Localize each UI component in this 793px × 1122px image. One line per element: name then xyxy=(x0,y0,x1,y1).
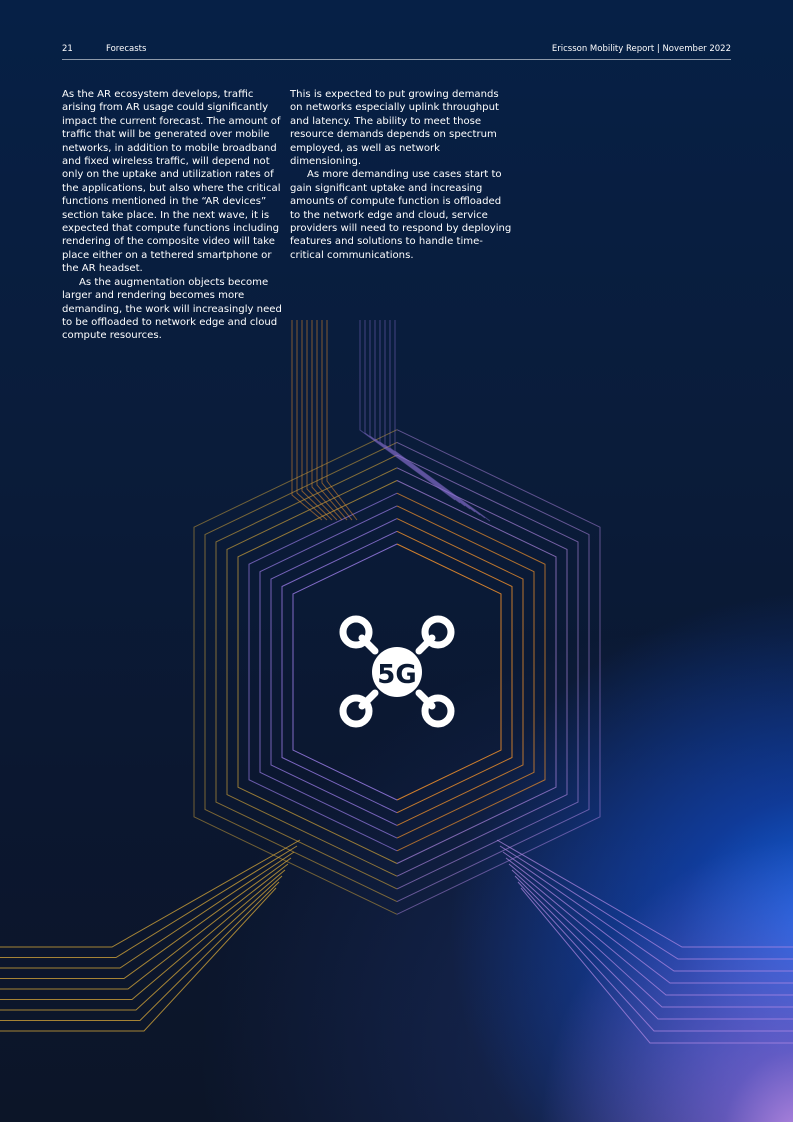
report-title: Ericsson Mobility Report | November 2022 xyxy=(551,44,731,54)
circuit-line xyxy=(375,320,470,509)
circuit-line xyxy=(0,864,288,989)
section-title: Forecasts xyxy=(106,44,147,54)
circuit-line xyxy=(390,320,485,518)
circuit-line xyxy=(521,888,793,1043)
circuit-line xyxy=(497,840,793,947)
paragraph: This is expected to put growing demands on networks especially uplink throughput and latency. The ability to meet those resource demands depends on spectrum employed, as well as network dimensioning. xyxy=(290,89,499,168)
hexagon-outline xyxy=(397,430,600,915)
paragraph: As the augmentation objects become larger and rendering becomes more demanding, the work will increasingly need to be offloaded to network edge and cloud compute resources. xyxy=(62,276,282,342)
circuit-line xyxy=(0,876,282,1010)
circuit-line xyxy=(500,846,793,959)
hexagon-outline xyxy=(216,455,397,889)
5g-badge-text: 5G xyxy=(377,660,417,690)
circuit-line xyxy=(0,870,285,1000)
5g-network-node-icon xyxy=(343,619,451,724)
hexagon-outline xyxy=(205,442,397,901)
circuit-line xyxy=(0,840,300,947)
hexagon-outline xyxy=(397,442,589,901)
header-divider xyxy=(62,59,731,60)
circuit-line xyxy=(385,320,480,515)
hexagon-outline xyxy=(397,455,578,889)
text-column-left xyxy=(62,88,284,343)
hexagon-outline xyxy=(227,468,397,876)
page-header xyxy=(62,42,731,60)
hexagon-outline xyxy=(194,430,397,915)
circuit-line xyxy=(503,852,793,971)
page-number: 21 xyxy=(62,44,73,54)
paragraph: As the AR ecosystem develops, traffic arising from AR usage could significantly impact the current forecast. The amount of traffic that will be generated over mobile networks, in addition to mobile broadband and fixed wireless traffic, will depend not only on the uptake and utilization rates of the applications, but also where the critical functions mentioned in the “AR devices” section take place. In the next wave, it is expected that compute functions including rendering of the composite video will take place either on a tethered smartphone or the AR headset. xyxy=(62,89,281,275)
circuit-line xyxy=(0,852,294,968)
text-column-right xyxy=(290,88,512,262)
circuit-line xyxy=(0,846,297,958)
paragraph: As more demanding use cases start to gain significant uptake and increasing amounts of compute function is offloaded to the network edge and cloud, service providers will need to respond by deploying features and solutions to handle time-critical communications. xyxy=(290,169,512,261)
circuit-line xyxy=(512,870,793,1007)
circuit-line xyxy=(327,320,357,520)
hexagon-outline xyxy=(397,468,567,876)
circuit-line xyxy=(518,882,793,1031)
circuit-line xyxy=(380,320,475,512)
